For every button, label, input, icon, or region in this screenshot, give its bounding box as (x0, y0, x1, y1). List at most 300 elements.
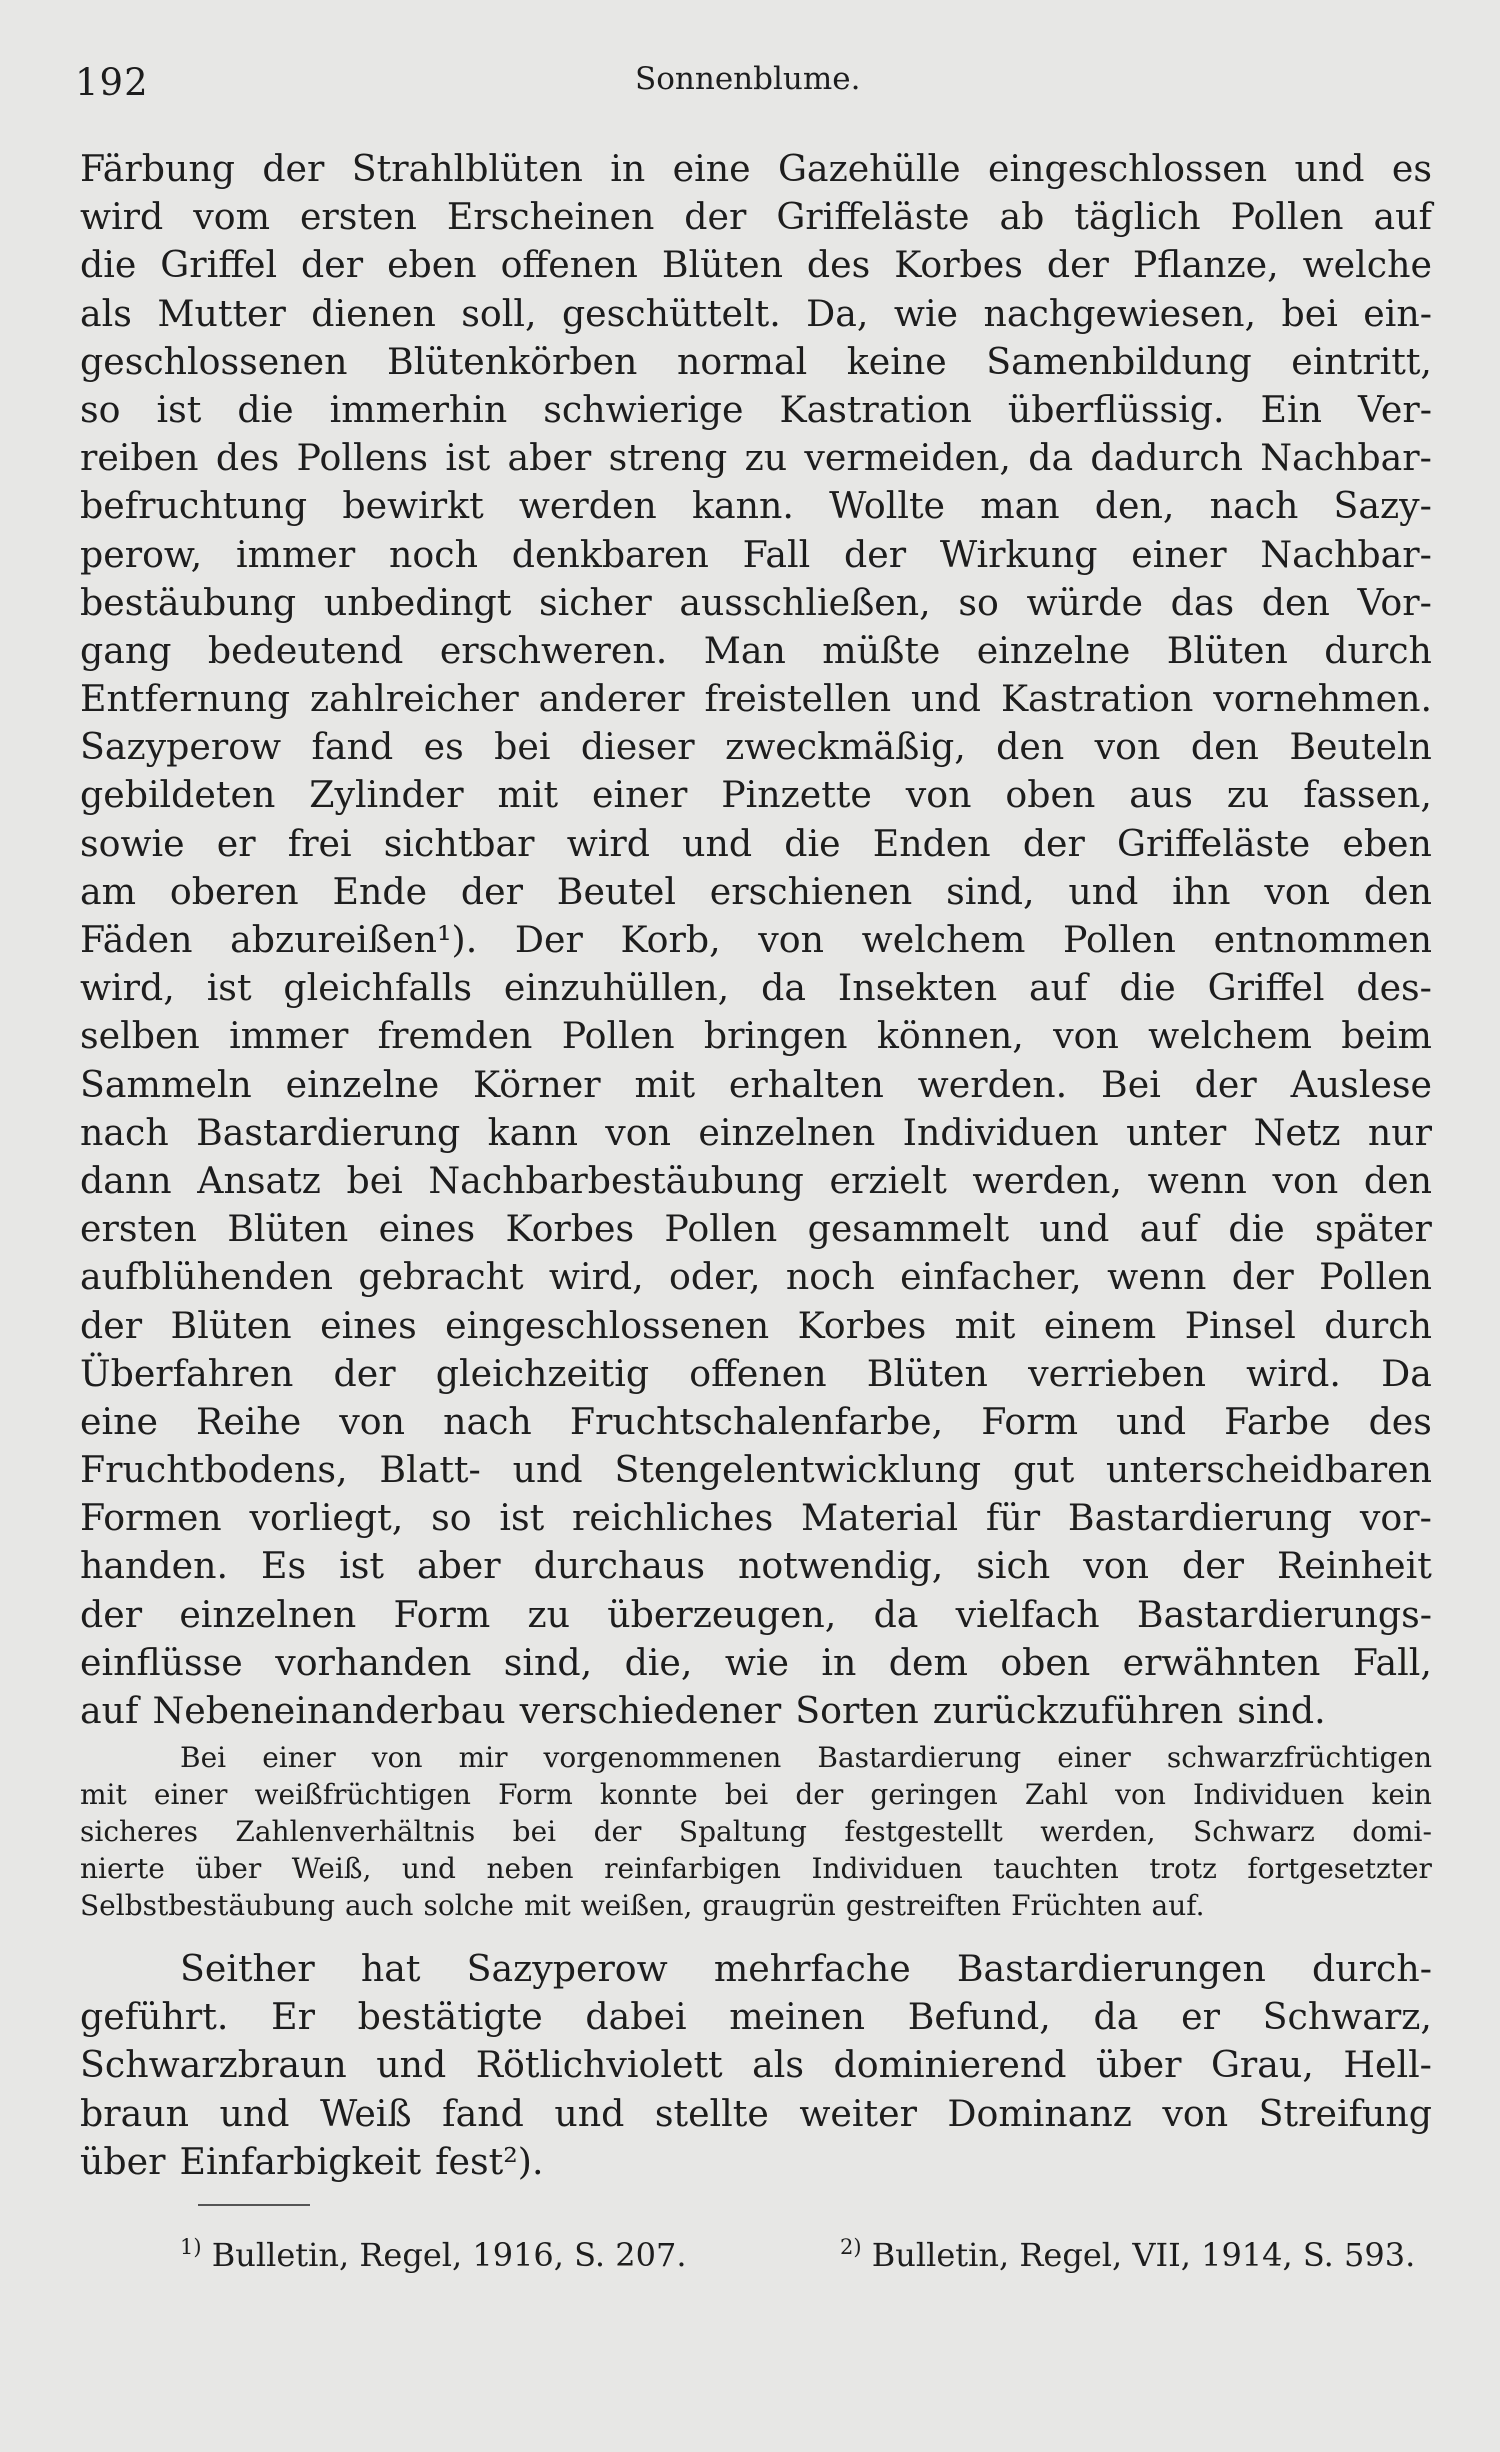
word: erhalten (728, 1062, 884, 1106)
word: gesammelt (807, 1207, 1010, 1251)
word: Es (261, 1544, 307, 1588)
word: auch (345, 1889, 414, 1922)
word: ist (445, 436, 491, 480)
word: vorliegt, (249, 1496, 404, 1540)
word: Pflanze, (1132, 243, 1279, 287)
word: und (376, 2043, 447, 2087)
word: frei (287, 821, 352, 865)
word: wird. (1246, 1351, 1341, 1395)
word: mehrfache (713, 1947, 911, 1990)
word: Enden (872, 821, 991, 865)
word: Individuen (902, 1110, 1099, 1154)
word: des (1368, 1399, 1432, 1443)
word: Weiß (319, 2091, 412, 2135)
text-line (80, 145, 1432, 193)
word: Ansatz (197, 1158, 321, 1202)
text-line (80, 916, 1432, 964)
word: ist (206, 966, 252, 1010)
word: so (80, 387, 121, 431)
word: eben (387, 243, 477, 287)
word: eines (378, 1207, 476, 1251)
word: einzelne (285, 1062, 440, 1106)
word: ersten (299, 195, 417, 239)
word: kein (1371, 1778, 1432, 1811)
word: die (1119, 966, 1176, 1010)
word: und (1039, 1207, 1110, 1251)
text-line (80, 2090, 1432, 2138)
word: gang (80, 628, 172, 672)
word: auf (80, 1689, 139, 1732)
word: Fall, (1352, 1640, 1432, 1684)
text-line (80, 1061, 1432, 1109)
word: vor- (1359, 1496, 1432, 1540)
word: erwähnten (1122, 1640, 1321, 1684)
word: der (1022, 821, 1085, 865)
word: Sammeln (80, 1062, 252, 1106)
word: Beutel (556, 869, 676, 913)
word: meinen (729, 1995, 866, 2039)
word: ersten (80, 1207, 197, 1251)
text-line (80, 482, 1432, 530)
word: sowie (80, 821, 185, 865)
word: vermeiden, (804, 436, 1011, 480)
word: Sorten (795, 1689, 919, 1732)
word: Samenbildung (986, 339, 1252, 383)
word: aber (507, 436, 592, 480)
word: Formen (80, 1496, 222, 1540)
word: durch (1324, 628, 1432, 672)
text-line (80, 1993, 1432, 2041)
word: einzuhüllen, (503, 966, 730, 1010)
word: wenn (1107, 1255, 1207, 1299)
word: wie (724, 1640, 789, 1684)
word: dann (80, 1158, 172, 1202)
word: Ver- (1358, 387, 1432, 431)
word: oberen (169, 869, 299, 913)
word: den, (1094, 484, 1175, 528)
word: immerhin (329, 387, 508, 431)
word: Dominanz (947, 2091, 1132, 2135)
word: dem (888, 1640, 968, 1684)
text-line (80, 1687, 1432, 1735)
word: der (1181, 1544, 1245, 1588)
word: können, (876, 1014, 1024, 1058)
word: Seither (180, 1947, 315, 1990)
word: mit (634, 1062, 696, 1106)
word: wird, (80, 966, 175, 1010)
word: soll, (461, 291, 537, 335)
word: erschienen (709, 869, 913, 913)
word: verschiedener (519, 1689, 782, 1732)
footnote-1-text: Bulletin, Regel, 1916, S. 207. (211, 2236, 687, 2274)
word: später (1314, 1207, 1432, 1251)
word: als (752, 2043, 804, 2087)
footnote-1-mark: 1) (180, 2235, 202, 2259)
word: Pinzette (721, 773, 872, 817)
word: nur (1367, 1110, 1432, 1154)
word: immer (235, 532, 356, 576)
word: dominierend (833, 2043, 1067, 2087)
text-line (80, 290, 1432, 338)
word: Streifung (1258, 2091, 1432, 2135)
word: von (905, 773, 972, 817)
page-number: 192 (75, 61, 149, 104)
word: und (1116, 1399, 1187, 1443)
word: durchaus (533, 1544, 705, 1588)
word: Fruchtbodens, (80, 1448, 348, 1492)
word: bei (346, 1158, 403, 1202)
text-line (80, 1398, 1432, 1446)
word: werden, (1040, 1815, 1156, 1848)
word: Farbe (1224, 1399, 1331, 1443)
word: Ein (1260, 387, 1322, 431)
word: reichliches (572, 1496, 774, 1540)
word: in (821, 1640, 857, 1684)
word: Pollen (1230, 195, 1344, 239)
word: gut (1012, 1448, 1075, 1492)
word: fand (442, 2091, 524, 2135)
word: gestreiften (845, 1889, 1002, 1922)
text-line (80, 1887, 1432, 1924)
word: entnommen (1213, 918, 1432, 961)
word: zu (1226, 773, 1270, 817)
word: streng (608, 436, 728, 480)
word: tauchten (993, 1852, 1119, 1885)
word: einzelnen (698, 1110, 876, 1154)
word: fest²). (435, 2139, 544, 2183)
word: festgestellt (844, 1815, 1003, 1848)
footnote-2-mark: 2) (840, 2235, 862, 2259)
word: ab (999, 195, 1045, 239)
word: aufblühenden (80, 1255, 333, 1299)
word: Vor- (1357, 580, 1432, 624)
word: Pinsel (1184, 1303, 1296, 1347)
word: die (80, 243, 137, 287)
word: wie (893, 291, 959, 335)
word: Gazehülle (777, 147, 961, 190)
word: Griffel (1207, 966, 1325, 1010)
word: vom (193, 195, 270, 239)
word: von (1264, 869, 1331, 913)
word: eintritt, (1291, 339, 1432, 383)
text-line (80, 1446, 1432, 1494)
word: werden (518, 484, 657, 528)
word: wenn (1147, 1158, 1247, 1202)
text-line (80, 2138, 1432, 2186)
word: Kastration (779, 387, 972, 431)
text-line (80, 1813, 1432, 1850)
word: werden, (972, 1158, 1122, 1202)
word: Fäden (80, 918, 193, 961)
word: geschüttelt. (561, 291, 781, 335)
word: graugrün (702, 1889, 836, 1922)
word: einzelne (976, 628, 1131, 672)
word: Einfarbigkeit (179, 2139, 422, 2183)
word: da (1028, 436, 1074, 480)
word: als (80, 291, 132, 335)
word: zu (527, 1592, 571, 1636)
word: müßte (822, 628, 941, 672)
word: der (80, 1592, 143, 1636)
text-line (80, 1157, 1432, 1205)
word: Da, (806, 291, 869, 335)
word: nachgewiesen, (983, 291, 1257, 335)
word: handen. (80, 1544, 229, 1588)
word: von (339, 1399, 406, 1443)
word: Nachbarbestäubung (428, 1158, 804, 1202)
word: kann (487, 1110, 578, 1154)
word: bewirkt (342, 484, 484, 528)
word: oben (1005, 773, 1096, 817)
word: von (1094, 725, 1161, 769)
word: Entfernung (80, 677, 291, 721)
word: weiter (799, 2091, 917, 2135)
word: Sazyperow (466, 1947, 668, 1990)
word: die (237, 387, 294, 431)
word: Fall (742, 532, 811, 576)
word: Bei (1101, 1062, 1161, 1106)
word: reiben (80, 436, 199, 480)
word: Wirkung (939, 532, 1098, 576)
word: Pollen (561, 1014, 675, 1058)
word: Auslese (1290, 1062, 1432, 1106)
text-line (80, 1850, 1432, 1887)
word: fand (311, 725, 394, 769)
word: Erscheinen (446, 195, 655, 239)
word: braun (80, 2091, 189, 2135)
word: Blüten (170, 1303, 292, 1347)
word: anderer (538, 677, 685, 721)
word: der (301, 243, 364, 287)
word: mit (497, 773, 559, 817)
word: über (195, 1852, 262, 1885)
word: perow, (80, 532, 203, 576)
word: Blüten (661, 243, 783, 287)
text-line (80, 193, 1432, 241)
word: Früchten (1011, 1889, 1142, 1922)
word: ist (499, 1496, 545, 1540)
word: Bastardierung (196, 1110, 461, 1154)
word: gleichzeitig (435, 1351, 650, 1395)
footnote-1 (180, 2222, 687, 2280)
word: dieser (580, 725, 695, 769)
text-line (80, 964, 1432, 1012)
word: einer (1131, 532, 1227, 576)
word: vielfach (955, 1592, 1100, 1636)
word: des- (1356, 966, 1432, 1010)
word: Schwarzbraun (80, 2043, 347, 2087)
word: Bastardierung (1067, 1496, 1333, 1540)
word: gebracht (358, 1255, 524, 1299)
word: werden. (917, 1062, 1068, 1106)
word: da (1093, 1995, 1139, 2039)
word: auf (1139, 1207, 1199, 1251)
word: erzielt (829, 1158, 947, 1202)
word: konnte (599, 1778, 698, 1811)
word: Fruchtschalenfarbe, (569, 1399, 944, 1443)
word: Form (498, 1778, 573, 1811)
word: Sazyperow (80, 725, 282, 769)
word: es (1391, 147, 1432, 190)
word: Hell- (1343, 2043, 1432, 2087)
word: zweckmäßig, (725, 725, 966, 769)
word: einer (153, 1778, 228, 1811)
word: eines (320, 1303, 417, 1347)
text-line (80, 1591, 1432, 1639)
word: Grau, (1210, 2043, 1314, 2087)
word: am (80, 869, 137, 913)
text-line (80, 1012, 1432, 1060)
word: Korbes (505, 1207, 635, 1251)
word: unter (1126, 1110, 1227, 1154)
word: vorgenommenen (543, 1741, 782, 1774)
word: eben (1342, 821, 1432, 865)
word: von (1115, 1778, 1166, 1811)
word: der (684, 195, 747, 239)
word: fremden (377, 1014, 533, 1058)
word: bei (512, 1815, 557, 1848)
small-print-note (80, 1739, 1432, 1924)
word: fortgesetzter (1247, 1852, 1432, 1885)
text-line (80, 241, 1432, 289)
word: geschlossenen (80, 339, 348, 383)
word: den (996, 725, 1065, 769)
word: vornehmen. (1213, 677, 1432, 721)
word: Form (981, 1399, 1079, 1443)
word: Blüten (227, 1207, 349, 1251)
word: Zahl (1024, 1778, 1089, 1811)
word: den (1363, 869, 1432, 913)
word: unterscheidbaren (1106, 1448, 1432, 1492)
word: und (1294, 147, 1365, 190)
word: und (554, 2091, 625, 2135)
word: der (333, 1351, 396, 1395)
word: nach (443, 1399, 532, 1443)
word: der (844, 532, 907, 576)
word: auf. (1151, 1889, 1205, 1922)
text-line (80, 386, 1432, 434)
word: der (1231, 1255, 1294, 1299)
word: wird (566, 821, 650, 865)
word: und (219, 2091, 290, 2135)
word: Insekten (837, 966, 998, 1010)
word: Netz (1253, 1110, 1341, 1154)
word: für (985, 1496, 1041, 1540)
word: des (806, 243, 871, 287)
word: welche (1302, 243, 1432, 287)
word: normal (676, 339, 808, 383)
word: da (873, 1592, 919, 1636)
word: nach (1209, 484, 1299, 528)
word: bei (1281, 291, 1338, 335)
word: verrieben (1028, 1351, 1206, 1395)
text-line (80, 2041, 1432, 2089)
word: gleichfalls (283, 966, 472, 1010)
word: oder, (669, 1255, 761, 1299)
word: sind, (503, 1640, 593, 1684)
text-line (80, 1542, 1432, 1590)
word: Körner (473, 1062, 601, 1106)
word: bei (494, 725, 551, 769)
word: Pollen (1063, 918, 1176, 961)
word: Pollen (664, 1207, 778, 1251)
word: einer (592, 773, 688, 817)
word: Mutter (157, 291, 286, 335)
word: einem (1043, 1303, 1157, 1347)
footnotes (80, 2222, 1432, 2272)
word: wird (80, 195, 164, 239)
word: der (80, 1303, 143, 1347)
word: geführt. (80, 1995, 229, 2039)
word: notwendig, (737, 1544, 944, 1588)
word: Pollen (1319, 1255, 1432, 1299)
word: Individuen (811, 1852, 963, 1885)
word: Reihe (195, 1399, 302, 1443)
word: Griffeläste (776, 195, 970, 239)
word: vorhanden (275, 1640, 472, 1684)
word: die (1228, 1207, 1285, 1251)
word: von (1162, 2091, 1229, 2135)
word: bestätigte (357, 1995, 543, 2039)
word: kann. (691, 484, 794, 528)
word: reinfarbigen (604, 1852, 781, 1885)
word: Blüten (1166, 628, 1288, 672)
word: da (761, 966, 806, 1010)
word: wird, (548, 1255, 644, 1299)
footnote-2-text: Bulletin, Regel, VII, 1914, S. 593. (871, 2236, 1416, 2274)
word: der (262, 147, 325, 190)
word: der (795, 1778, 844, 1811)
word: er (1181, 1995, 1220, 2039)
text-line (80, 1639, 1432, 1687)
text-line (80, 868, 1432, 916)
word: der (460, 869, 523, 913)
word: Griffel (160, 243, 278, 287)
word: ein- (1363, 291, 1432, 335)
word: Zylinder (309, 773, 464, 817)
word: täglich (1074, 195, 1201, 239)
word: der (1046, 243, 1109, 287)
text-line (80, 1494, 1432, 1542)
word: in (610, 147, 646, 190)
word: eine (80, 1399, 158, 1443)
word: und (682, 821, 753, 865)
word: Kastration (1000, 677, 1194, 721)
word: noch (785, 1255, 875, 1299)
running-title: Sonnenblume. (635, 61, 861, 97)
word: von (1272, 1158, 1339, 1202)
word: Material (801, 1496, 959, 1540)
word: Zahlenverhältnis (235, 1815, 476, 1848)
word: Individuen (1193, 1778, 1345, 1811)
word: würde (1026, 580, 1143, 624)
word: offenen (689, 1351, 827, 1395)
text-line (80, 1945, 1432, 1993)
word: einfacher, (900, 1255, 1082, 1299)
footnote-2 (840, 2222, 1415, 2280)
word: mir (458, 1741, 508, 1774)
word: dadurch (1090, 436, 1243, 480)
word: Färbung (80, 147, 235, 190)
word: Korbes (797, 1303, 927, 1347)
word: gebildeten (80, 773, 276, 817)
word: aus (1129, 773, 1193, 817)
footnote-separator (198, 2204, 310, 2206)
word: und (911, 677, 982, 721)
word: neben (486, 1852, 574, 1885)
word: Bastardierung (817, 1741, 1022, 1774)
word: Er (271, 1995, 315, 2039)
